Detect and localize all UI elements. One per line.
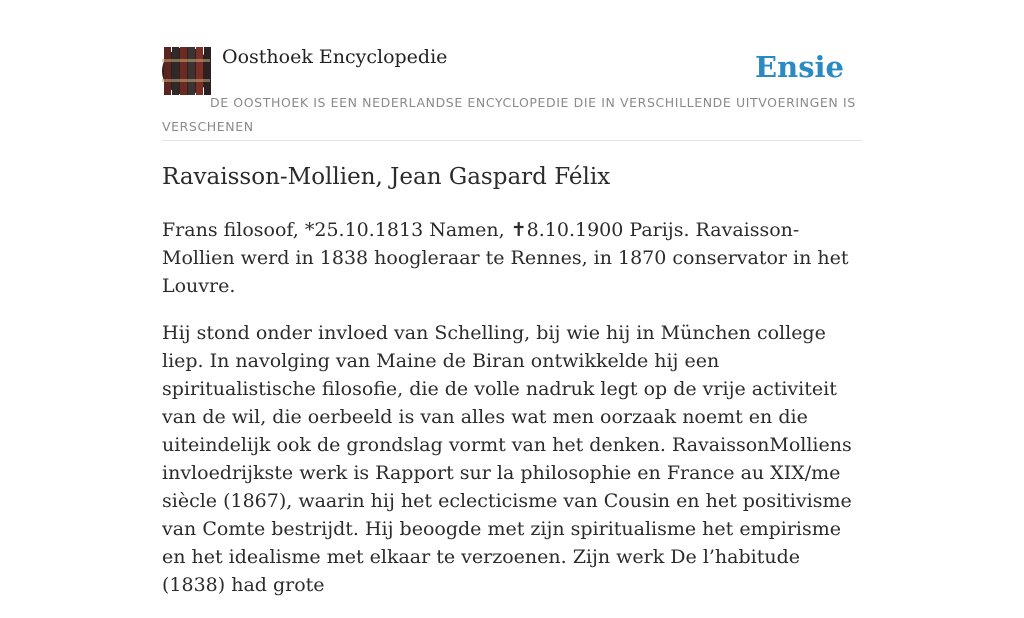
site-title[interactable]: Oosthoek Encyclopedie (222, 46, 448, 68)
article-body (162, 216, 862, 618)
article-paragraph: Hij stond onder invloed van Schelling, bij wie hij in München college liep. In navolging van Maine de Biran ontwikkelde hij een spiritualistische filosofie, die de volle nadruk legt op de vrije activiteit van de wil, die oerbeeld is van alles wat men oorzaak noemt en die uiteindelijk ook de grondslag vormt van het denken. RavaissonMolliens invloedrijkste werk is Rapport sur la philosophie en France au XIX/me siècle (1867), waarin hij het eclecticisme van Cousin en het positivisme van Comte bestrijdt. Hij beoogde met zijn spiritualisme het empirisme en het idealisme met elkaar te verzoenen. Zijn werk De l’habitude (1838) had grote (162, 322, 852, 596)
article-paragraph: Frans filosoof, *25.10.1813 Namen, ✝8.10.1900 Parijs. Ravaisson-Mollien werd in 1838 hoogleraar te Rennes, in 1870 conservator in het Louvre. (162, 219, 849, 297)
page (162, 0, 862, 596)
article-title: Ravaisson-Mollien, Jean Gaspard Félix (162, 164, 611, 190)
site-tagline: DE OOSTHOEK IS EEN NEDERLANDSE ENCYCLOPEDIE DIE IN VERSCHILLENDE UITVOERINGEN IS VERSCHENEN (162, 95, 856, 134)
site-header (162, 0, 862, 141)
encyclopedia-books-icon[interactable] (162, 47, 210, 95)
brand-logo[interactable]: Ensie (755, 50, 844, 84)
